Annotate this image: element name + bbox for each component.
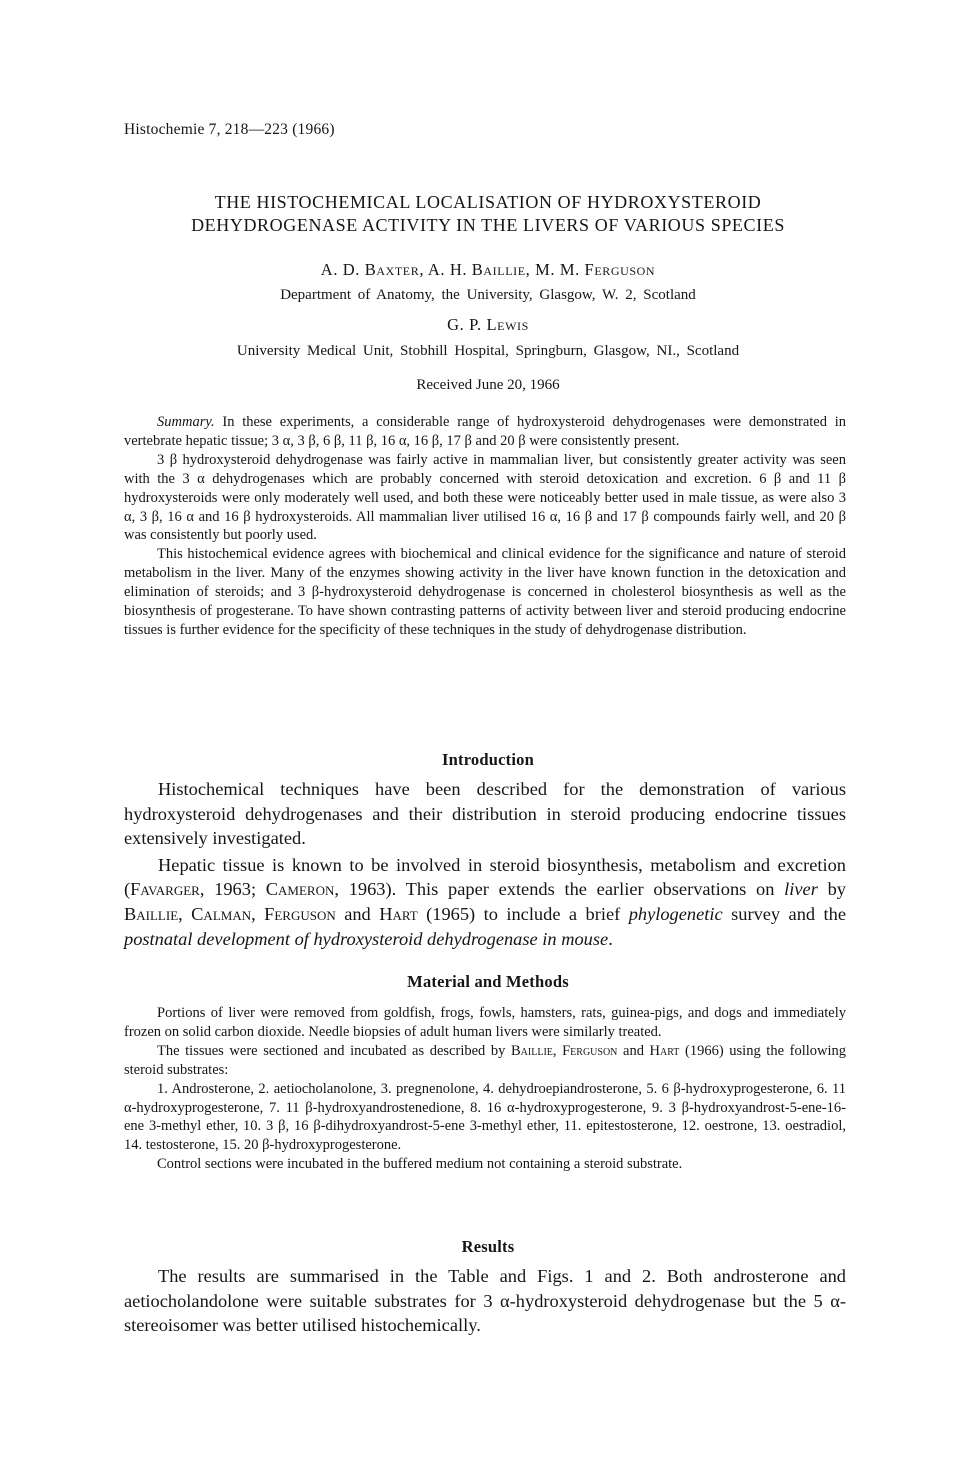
introduction-heading: Introduction [442, 750, 534, 769]
results-body [124, 1264, 846, 1338]
citation: Baillie, Calman, Ferguson [124, 903, 336, 924]
methods-heading: Material and Methods [407, 972, 569, 991]
affiliation-medical-unit: University Medical Unit, Stobhill Hospital, Springburn, Glasgow, NI., Scotland [236, 343, 740, 359]
methods-body [124, 1004, 846, 1174]
author-list-primary: A. D. Baxter, A. H. Baillie, M. M. Ferguson [320, 260, 656, 279]
summary-paragraph-3: This histochemical evidence agrees with biochemical and clinical evidence for the significance and nature of steroid metabolism in the liver. Many of the enzymes showing activity in the liver have known function in the detoxication and elimination of steroids; and 3 β-hydroxysteroid dehydrogenase is concerned in cholesterol biosynthesis as well as the biosynthesis of progesterane. To have shown contrasting patterns of activity between liver and steroid producing endocrine tissues is further evidence for the specificity of these techniques in the study of dehydrogenase distribution. [124, 546, 846, 638]
introduction-paragraph-1: Histochemical techniques have been described for the demonstration of various hydroxysteroid dehydrogenases and their distribution in steroid producing endocrine tissues extensively investigated. [124, 779, 846, 849]
summary-paragraph-2: 3 β hydroxysteroid dehydrogenase was fairly active in mammalian liver, but consistently greater activity was seen with the 3 α dehydrogenases which are probably concerned with steroid detoxication and excretion. 6 β and 11 β hydroxysteroids were only moderately well used, and both these were noticeably better used in male tissue, as were also 3 α, 3 β, 16 α and 16 β hydroxysteroids. All mammalian liver utilised 16 α, 16 β and 17 β compounds fairly well, and 20 β was consistently but poorly used. [124, 451, 846, 544]
citation: Hart [649, 1042, 680, 1059]
citation: Baillie, Ferguson [511, 1042, 618, 1059]
results-paragraph-1: The results are summarised in the Table and Figs. 1 and 2. Both androsterone and aetiocholandolone were suitable substrates for 3 α-hydroxysteroid dehydrogenase but the 5 α-stereoisomer was better utilised histochemically. [124, 1266, 846, 1336]
citation: Hart [379, 903, 418, 924]
methods-paragraph-2: The tissues were sectioned and incubated as described by Baillie, Ferguson and Hart (1966) using the following steroid substrates: [124, 1042, 847, 1078]
article-title [100, 191, 876, 237]
methods-paragraph-4: Control sections were incubated in the buffered medium not containing a steroid substrate. [157, 1156, 683, 1173]
citation: Cameron [265, 879, 335, 900]
introduction-paragraph-2: Hepatic tissue is known to be involved in steroid biosynthesis, metabolism and excretion (Favarger, 1963; Cameron, 1963). This paper extends the earlier observations on liver by Baillie, Calman, Ferguson and Hart (1965) to include a brief phylogenetic survey and the postnatal development of hydroxysteroid dehydrogenase in mouse. [124, 854, 847, 949]
methods-paragraph-1: Portions of liver were removed from goldfish, frogs, fowls, hamsters, rats, guinea-pigs, and dogs and immediately frozen on solid carbon dioxide. Needle biopsies of adult human livers were similarly treated. [124, 1005, 846, 1040]
citation: Favarger [130, 879, 200, 900]
affiliation-anatomy: Department of Anatomy, the University, Glasgow, W. 2, Scotland [280, 287, 696, 303]
journal-reference: Histochemie 7, 218—223 (1966) [124, 121, 335, 138]
methods-substrate-list: 1. Androsterone, 2. aetiocholanolone, 3. pregnenolone, 4. dehydroepiandrosterone, 5. 6 β-hydroxyprogesterone, 6. 11 α-hydroxyprogesterone, 7. 11 β-hydroxyandrostenedione, 8. 16 α-hydroxyprogesterone, 9. 3 β-hydroxyandrost-5-ene-16-ene 3-methyl ether, 10. 3 β, 16 β-dihydroxyandrost-5-ene 3-methyl ether, 11. epitestosterone, 12. oestrone, 13. oestradiol, 14. testosterone, 15. 20 β-hydroxyprogesterone. [124, 1080, 846, 1154]
results-heading: Results [461, 1237, 515, 1256]
title-line-1: THE HISTOCHEMICAL LOCALISATION OF HYDROXYSTEROID [214, 192, 762, 212]
summary-section [124, 413, 846, 640]
summary-paragraph-1: Summary. In these experiments, a considerable range of hydroxysteroid dehydrogenases were demonstrated in vertebrate hepatic tissue; 3 α, 3 β, 6 β, 11 β, 16 α, 16 β, 17 β and 20 β were consistently present. [124, 414, 846, 449]
introduction-body [124, 777, 846, 951]
summary-label: Summary. [157, 414, 215, 430]
received-date: Received June 20, 1966 [416, 377, 560, 393]
title-line-2: DEHYDROGENASE ACTIVITY IN THE LIVERS OF VARIOUS SPECIES [191, 215, 785, 235]
author-list-secondary: G. P. Lewis [447, 315, 529, 334]
